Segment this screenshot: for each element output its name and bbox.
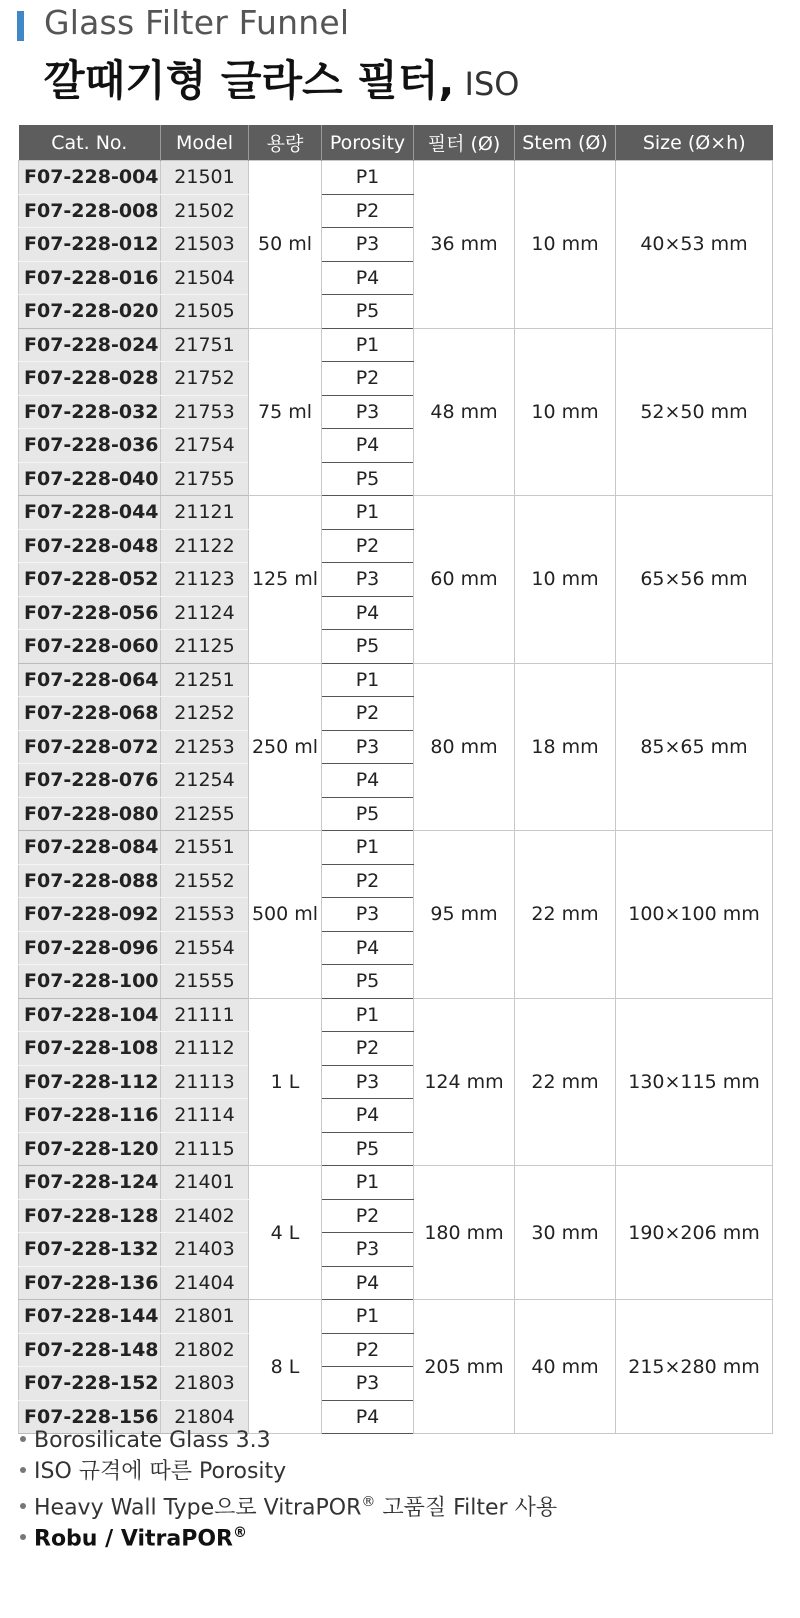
model-cell: 21255 bbox=[161, 797, 249, 831]
model-cell: 21251 bbox=[161, 663, 249, 697]
model-cell: 21751 bbox=[161, 328, 249, 362]
model-cell: 21555 bbox=[161, 965, 249, 999]
stem-diameter-cell: 18 mm bbox=[515, 663, 616, 831]
model-cell: 21503 bbox=[161, 228, 249, 262]
table-row bbox=[19, 831, 773, 865]
model-cell: 21404 bbox=[161, 1266, 249, 1300]
cat-no-cell: F07-228-084 bbox=[19, 831, 161, 865]
model-cell: 21801 bbox=[161, 1300, 249, 1334]
model-cell: 21554 bbox=[161, 931, 249, 965]
table-row bbox=[19, 1300, 773, 1334]
capacity-cell: 4 L bbox=[249, 1166, 322, 1300]
column-header: Model bbox=[161, 125, 249, 161]
capacity-cell: 75 ml bbox=[249, 328, 322, 496]
title-korean-line bbox=[44, 48, 519, 108]
model-cell: 21125 bbox=[161, 630, 249, 664]
capacity-cell: 125 ml bbox=[249, 496, 322, 664]
model-cell: 21502 bbox=[161, 194, 249, 228]
porosity-cell: P3 bbox=[322, 563, 414, 597]
size-cell: 100×100 mm bbox=[616, 831, 773, 999]
model-cell: 21403 bbox=[161, 1233, 249, 1267]
cat-no-cell: F07-228-112 bbox=[19, 1065, 161, 1099]
porosity-cell: P1 bbox=[322, 1166, 414, 1200]
cat-no-cell: F07-228-156 bbox=[19, 1400, 161, 1434]
filter-diameter-cell: 95 mm bbox=[414, 831, 515, 999]
notes-list bbox=[18, 1425, 788, 1552]
capacity-cell: 1 L bbox=[249, 998, 322, 1166]
cat-no-cell: F07-228-104 bbox=[19, 998, 161, 1032]
stem-diameter-cell: 22 mm bbox=[515, 998, 616, 1166]
cat-no-cell: F07-228-088 bbox=[19, 864, 161, 898]
model-cell: 21552 bbox=[161, 864, 249, 898]
porosity-cell: P3 bbox=[322, 1233, 414, 1267]
registered-mark: ® bbox=[232, 1525, 247, 1541]
table-row bbox=[19, 328, 773, 362]
column-header: Cat. No. bbox=[19, 125, 161, 161]
cat-no-cell: F07-228-060 bbox=[19, 630, 161, 664]
porosity-cell: P5 bbox=[322, 965, 414, 999]
size-cell: 85×65 mm bbox=[616, 663, 773, 831]
title-iso: ISO bbox=[454, 65, 520, 103]
porosity-cell: P4 bbox=[322, 1266, 414, 1300]
cat-no-cell: F07-228-008 bbox=[19, 194, 161, 228]
porosity-cell: P5 bbox=[322, 630, 414, 664]
table-row bbox=[19, 1166, 773, 1200]
title-english: Glass Filter Funnel bbox=[44, 3, 350, 42]
model-cell: 21254 bbox=[161, 764, 249, 798]
cat-no-cell: F07-228-056 bbox=[19, 596, 161, 630]
cat-no-cell: F07-228-152 bbox=[19, 1367, 161, 1401]
cat-no-cell: F07-228-124 bbox=[19, 1166, 161, 1200]
model-cell: 21111 bbox=[161, 998, 249, 1032]
porosity-cell: P2 bbox=[322, 362, 414, 396]
filter-diameter-cell: 205 mm bbox=[414, 1300, 515, 1434]
porosity-cell: P4 bbox=[322, 429, 414, 463]
porosity-cell: P5 bbox=[322, 1132, 414, 1166]
model-cell: 21121 bbox=[161, 496, 249, 530]
model-cell: 21803 bbox=[161, 1367, 249, 1401]
model-cell: 21253 bbox=[161, 730, 249, 764]
model-cell: 21115 bbox=[161, 1132, 249, 1166]
column-header: Size (Ø×h) bbox=[616, 125, 773, 161]
title-korean: 깔때기형 글라스 필터, bbox=[44, 56, 455, 105]
model-cell: 21114 bbox=[161, 1099, 249, 1133]
stem-diameter-cell: 30 mm bbox=[515, 1166, 616, 1300]
cat-no-cell: F07-228-096 bbox=[19, 931, 161, 965]
cat-no-cell: F07-228-024 bbox=[19, 328, 161, 362]
porosity-cell: P4 bbox=[322, 596, 414, 630]
column-header: 용량 bbox=[249, 125, 322, 161]
bullet-icon bbox=[20, 1467, 26, 1473]
column-header: 필터 (Ø) bbox=[414, 125, 515, 161]
porosity-cell: P1 bbox=[322, 998, 414, 1032]
note-text: ISO 규격에 따른 Porosity bbox=[34, 1459, 287, 1484]
note-item bbox=[18, 1456, 788, 1487]
table-row bbox=[19, 161, 773, 195]
size-cell: 215×280 mm bbox=[616, 1300, 773, 1434]
stem-diameter-cell: 10 mm bbox=[515, 161, 616, 329]
column-header: Porosity bbox=[322, 125, 414, 161]
cat-no-cell: F07-228-116 bbox=[19, 1099, 161, 1133]
porosity-cell: P3 bbox=[322, 730, 414, 764]
cat-no-cell: F07-228-052 bbox=[19, 563, 161, 597]
capacity-cell: 8 L bbox=[249, 1300, 322, 1434]
note-item bbox=[18, 1425, 788, 1456]
porosity-cell: P2 bbox=[322, 697, 414, 731]
size-cell: 40×53 mm bbox=[616, 161, 773, 329]
model-cell: 21755 bbox=[161, 462, 249, 496]
porosity-cell: P3 bbox=[322, 228, 414, 262]
cat-no-cell: F07-228-032 bbox=[19, 395, 161, 429]
porosity-cell: P4 bbox=[322, 764, 414, 798]
cat-no-cell: F07-228-144 bbox=[19, 1300, 161, 1334]
filter-diameter-cell: 36 mm bbox=[414, 161, 515, 329]
bullet-icon bbox=[20, 1436, 26, 1442]
cat-no-cell: F07-228-148 bbox=[19, 1333, 161, 1367]
cat-no-cell: F07-228-036 bbox=[19, 429, 161, 463]
stem-diameter-cell: 40 mm bbox=[515, 1300, 616, 1434]
porosity-cell: P3 bbox=[322, 1367, 414, 1401]
size-cell: 52×50 mm bbox=[616, 328, 773, 496]
model-cell: 21401 bbox=[161, 1166, 249, 1200]
filter-diameter-cell: 60 mm bbox=[414, 496, 515, 664]
porosity-cell: P3 bbox=[322, 898, 414, 932]
porosity-cell: P5 bbox=[322, 295, 414, 329]
filter-diameter-cell: 124 mm bbox=[414, 998, 515, 1166]
porosity-cell: P4 bbox=[322, 1099, 414, 1133]
cat-no-cell: F07-228-048 bbox=[19, 529, 161, 563]
cat-no-cell: F07-228-020 bbox=[19, 295, 161, 329]
porosity-cell: P3 bbox=[322, 1065, 414, 1099]
porosity-cell: P2 bbox=[322, 194, 414, 228]
bullet-icon bbox=[20, 1534, 26, 1540]
page-header bbox=[0, 0, 800, 120]
model-cell: 21505 bbox=[161, 295, 249, 329]
model-cell: 21551 bbox=[161, 831, 249, 865]
size-cell: 190×206 mm bbox=[616, 1166, 773, 1300]
porosity-cell: P5 bbox=[322, 797, 414, 831]
model-cell: 21123 bbox=[161, 563, 249, 597]
cat-no-cell: F07-228-064 bbox=[19, 663, 161, 697]
size-cell: 65×56 mm bbox=[616, 496, 773, 664]
stem-diameter-cell: 10 mm bbox=[515, 496, 616, 664]
cat-no-cell: F07-228-132 bbox=[19, 1233, 161, 1267]
cat-no-cell: F07-228-120 bbox=[19, 1132, 161, 1166]
stem-diameter-cell: 22 mm bbox=[515, 831, 616, 999]
model-cell: 21402 bbox=[161, 1199, 249, 1233]
cat-no-cell: F07-228-076 bbox=[19, 764, 161, 798]
note-text: Robu / VitraPOR bbox=[34, 1526, 233, 1552]
model-cell: 21122 bbox=[161, 529, 249, 563]
porosity-cell: P4 bbox=[322, 261, 414, 295]
porosity-cell: P2 bbox=[322, 1032, 414, 1066]
model-cell: 21113 bbox=[161, 1065, 249, 1099]
capacity-cell: 500 ml bbox=[249, 831, 322, 999]
registered-mark: ® bbox=[361, 1494, 376, 1510]
cat-no-cell: F07-228-100 bbox=[19, 965, 161, 999]
spec-table bbox=[18, 125, 773, 1434]
porosity-cell: P2 bbox=[322, 529, 414, 563]
note-text-tail: 고품질 Filter 사용 bbox=[375, 1495, 558, 1521]
stem-diameter-cell: 10 mm bbox=[515, 328, 616, 496]
capacity-cell: 250 ml bbox=[249, 663, 322, 831]
cat-no-cell: F07-228-128 bbox=[19, 1199, 161, 1233]
capacity-cell: 50 ml bbox=[249, 161, 322, 329]
model-cell: 21753 bbox=[161, 395, 249, 429]
table-header-row bbox=[19, 125, 773, 161]
cat-no-cell: F07-228-108 bbox=[19, 1032, 161, 1066]
cat-no-cell: F07-228-012 bbox=[19, 228, 161, 262]
model-cell: 21754 bbox=[161, 429, 249, 463]
note-item bbox=[18, 1487, 788, 1521]
note-text: Heavy Wall Type으로 VitraPOR bbox=[34, 1495, 362, 1521]
porosity-cell: P3 bbox=[322, 395, 414, 429]
model-cell: 21752 bbox=[161, 362, 249, 396]
title-accent-bar bbox=[17, 11, 24, 41]
porosity-cell: P1 bbox=[322, 1300, 414, 1334]
filter-diameter-cell: 180 mm bbox=[414, 1166, 515, 1300]
table-row bbox=[19, 998, 773, 1032]
note-item bbox=[18, 1518, 788, 1552]
cat-no-cell: F07-228-044 bbox=[19, 496, 161, 530]
porosity-cell: P1 bbox=[322, 328, 414, 362]
model-cell: 21501 bbox=[161, 161, 249, 195]
cat-no-cell: F07-228-016 bbox=[19, 261, 161, 295]
cat-no-cell: F07-228-028 bbox=[19, 362, 161, 396]
model-cell: 21252 bbox=[161, 697, 249, 731]
model-cell: 21112 bbox=[161, 1032, 249, 1066]
table-row bbox=[19, 663, 773, 697]
table-row bbox=[19, 496, 773, 530]
model-cell: 21553 bbox=[161, 898, 249, 932]
model-cell: 21802 bbox=[161, 1333, 249, 1367]
table-body bbox=[19, 161, 773, 1434]
cat-no-cell: F07-228-080 bbox=[19, 797, 161, 831]
porosity-cell: P4 bbox=[322, 1400, 414, 1434]
porosity-cell: P4 bbox=[322, 931, 414, 965]
cat-no-cell: F07-228-040 bbox=[19, 462, 161, 496]
cat-no-cell: F07-228-068 bbox=[19, 697, 161, 731]
column-header: Stem (Ø) bbox=[515, 125, 616, 161]
size-cell: 130×115 mm bbox=[616, 998, 773, 1166]
porosity-cell: P5 bbox=[322, 462, 414, 496]
porosity-cell: P2 bbox=[322, 1333, 414, 1367]
porosity-cell: P1 bbox=[322, 496, 414, 530]
note-text: Borosilicate Glass 3.3 bbox=[34, 1428, 271, 1453]
filter-diameter-cell: 48 mm bbox=[414, 328, 515, 496]
porosity-cell: P1 bbox=[322, 831, 414, 865]
porosity-cell: P1 bbox=[322, 663, 414, 697]
filter-diameter-cell: 80 mm bbox=[414, 663, 515, 831]
cat-no-cell: F07-228-092 bbox=[19, 898, 161, 932]
model-cell: 21504 bbox=[161, 261, 249, 295]
porosity-cell: P1 bbox=[322, 161, 414, 195]
model-cell: 21804 bbox=[161, 1400, 249, 1434]
porosity-cell: P2 bbox=[322, 864, 414, 898]
cat-no-cell: F07-228-004 bbox=[19, 161, 161, 195]
bullet-icon bbox=[20, 1503, 26, 1509]
porosity-cell: P2 bbox=[322, 1199, 414, 1233]
cat-no-cell: F07-228-072 bbox=[19, 730, 161, 764]
cat-no-cell: F07-228-136 bbox=[19, 1266, 161, 1300]
model-cell: 21124 bbox=[161, 596, 249, 630]
